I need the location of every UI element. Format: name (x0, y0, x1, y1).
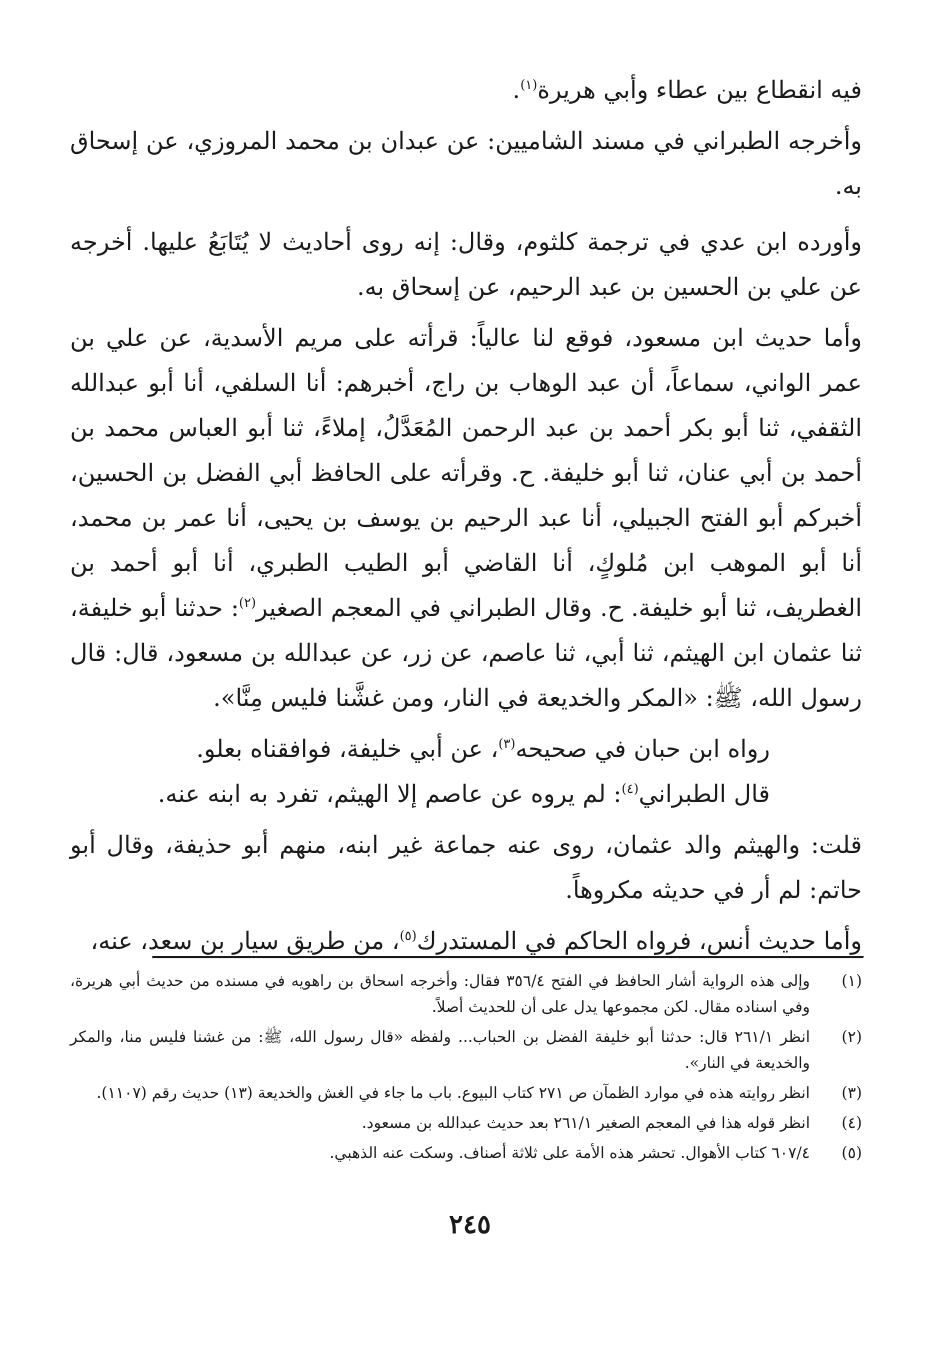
footnote-number: (٤) (841, 1114, 862, 1132)
paragraph-4: وأما حديث ابن مسعود، فوقع لنا عالياً: قرأته على مريم الأسدية، عن علي بن عمر الواني، سماعاً، أن عبد الوهاب بن راج، أخبرهم: أنا السلفي، أنا أبو عبدالله الثقفي، ثنا أبو بكر أحمد بن عبد الرحمن المُعَدَّلُ، إملاءً، ثنا أبو العباس محمد بن أحمد بن أبي عنان، ثنا أبو خليفة. ح. وقرأته على الحافظ أبي الفضل بن الحسين، أخبركم أبو الفتح الجبيلي، أنا عبد الرحيم بن يوسف بن يحيى، أنا عمر بن محمد، أنا أبو الموهب ابن مُلوكٍ، أنا القاضي أبو الطيب الطبري، أنا أبو أحمد بن الغطريف، ثنا أبو خليفة. ح. وقال الطبراني في المعجم الصغير$^{(٢)}$: حدثنا أبو خليفة، ثنا عثمان ابن الهيثم، ثنا أبي، ثنا عاصم، عن زر، عن عبدالله بن مسعود، قال: قال رسول الله، ﷺ: «المكر والخديعة في النار، ومن غشَّنا فليس مِنَّا». (70, 324, 862, 712)
footnote-text: انظر روايته هذه في موارد الظمآن ص ٢٧١ كتاب البيوع. باب ما جاء في الغش والخديعة (١٣) حديث رقم (١١٠٧). (96, 1084, 810, 1102)
footnote-divider (152, 956, 864, 959)
main-text (70, 68, 862, 964)
footnote-number: (٣) (841, 1084, 862, 1102)
footnotes (70, 968, 862, 1170)
footnote-text: انظر ٢٦١/١ قال: حدثنا أبو خليفة الفضل بن الحباب... ولفظه «قال رسول الله، ﷺ: من غشنا فليس منا، والمكر والخديعة في النار». (70, 1028, 810, 1072)
footnote-ref-3[interactable]: (٣) (498, 737, 516, 752)
footnote-text: ٦٠٧/٤ كتاب الأهوال. تحشر هذه الأمة على ثلاثة أصناف. وسكت عنه الذهبي. (329, 1144, 810, 1162)
paragraph-5: رواه ابن حبان في صحيحه$^{(٣)}$، عن أبي خليفة، فوافقناه بعلو. (196, 735, 770, 763)
paragraph-7: قلت: والهيثم والد عثمان، روى عنه جماعة غير ابنه، منهم أبو حذيفة، وقال أبو حاتم: لم أر في حديثه مكروهاً. (70, 831, 862, 904)
paragraph-8: وأما حديث أنس، فرواه الحاكم في المستدرك$^{(٥)}$، من طريق سيار بن سعد، عنه، (90, 927, 862, 955)
footnote-text: وإلى هذه الرواية أشار الحافظ في الفتح ٣٥٦/٤ فقال: وأخرجه اسحاق بن راهويه في مسنده من حديث أبي هريرة، وفي اسناده مقال. لكن مجموعها يدل على أن للحديث أصلاً. (70, 972, 810, 1016)
footnote-text: انظر قوله هذا في المعجم الصغير ٢٦١/١ بعد حديث عبدالله بن مسعود. (361, 1114, 810, 1132)
footnote-number: (٢) (841, 1028, 862, 1046)
paragraph-2: وأخرجه الطبراني في مسند الشاميين: عن عبدان بن محمد المروزي، عن إسحاق به. (70, 127, 862, 200)
paragraph-1: فيه انقطاع بين عطاء وأبي هريرة$^{(١)}$. (512, 76, 862, 104)
footnote-ref-2[interactable]: (٢) (238, 596, 257, 611)
footnote-ref-5[interactable]: (٥) (399, 929, 417, 944)
footnote-ref-4[interactable]: (٤) (621, 782, 639, 797)
footnote-number: (٥) (841, 1144, 862, 1162)
paragraph-6: قال الطبراني$^{(٤)}$: لم يروه عن عاصم إلا الهيثم، تفرد به ابنه عنه. (157, 780, 770, 808)
footnote-5 (70, 1140, 862, 1166)
footnote-3 (70, 1080, 862, 1106)
footnote-4 (70, 1110, 862, 1136)
footnote-1 (70, 968, 862, 1020)
footnote-2 (70, 1024, 862, 1076)
footnote-ref-1[interactable]: (١) (520, 78, 538, 93)
paragraph-3: وأورده ابن عدي في ترجمة كلثوم، وقال: إنه روى أحاديث لا يُتَابَعُ عليها. أخرجه عن علي بن الحسين بن عبد الرحيم، عن إسحاق به. (70, 228, 862, 301)
page-number: ٢٤٥ (449, 1210, 491, 1240)
footnote-number: (١) (841, 972, 862, 990)
